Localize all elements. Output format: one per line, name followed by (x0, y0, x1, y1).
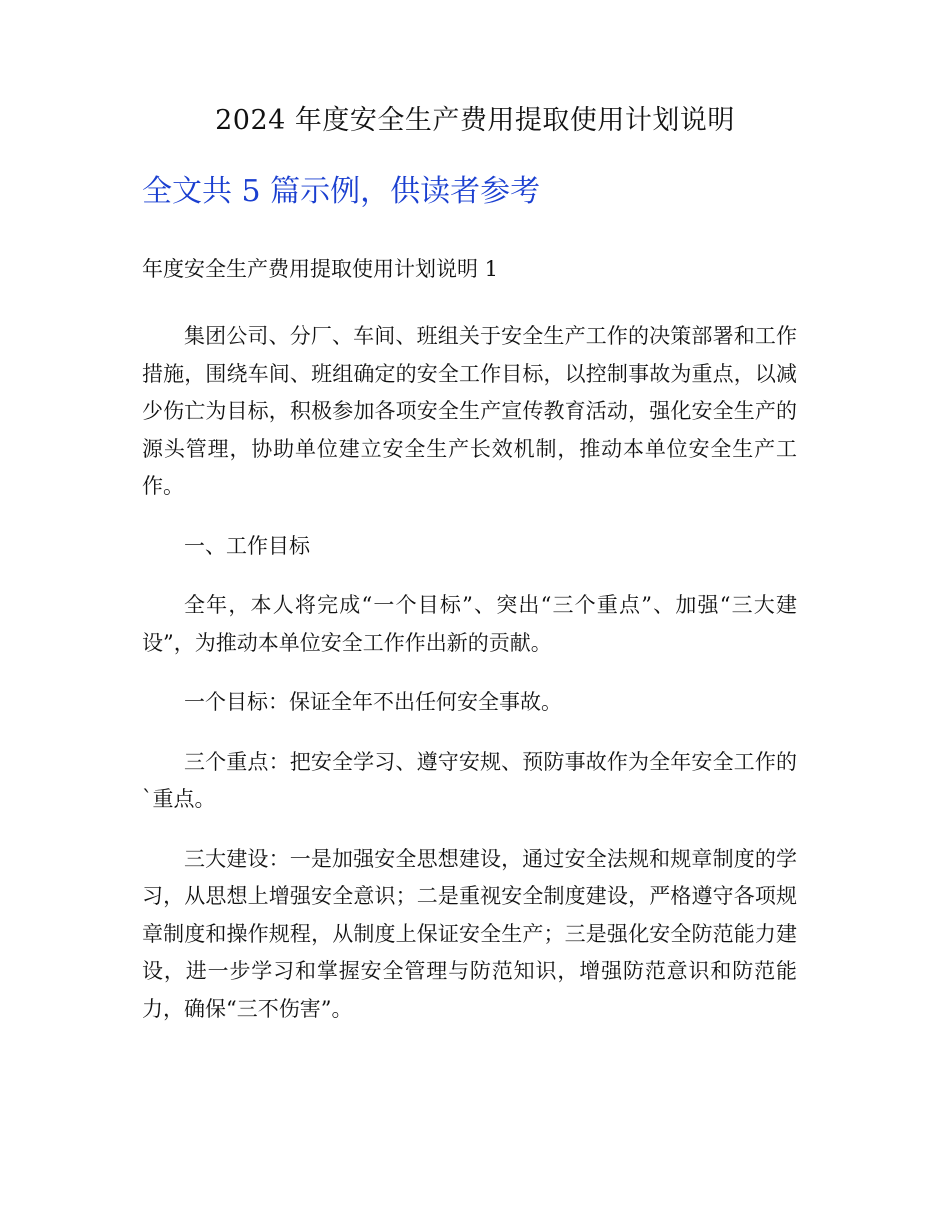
paragraph-three-constructions: 三大建设：一是加强安全思想建设，通过安全法规和规章制度的学习，从思想上增强安全意识；二是重视安全制度建设，严格遵守各项规章制度和操作规程，从制度上保证安全生产；三是强化安全防范能力建设，进一步学习和掌握安全管理与防范知识，增强防范意识和防范能力，确保“三不伤害”。 (142, 846, 797, 1021)
paragraph-one-goal: 一个目标：保证全年不出任何安全事故。 (184, 690, 562, 714)
paragraph-intro: 集团公司、分厂、车间、班组关于安全生产工作的决策部署和工作措施，围绕车间、班组确定的安全工作目标，以控制事故为重点，以减少伤亡为目标，积极参加各项安全生产宣传教育活动，强化安全生产的源头管理，协助单位建立安全生产长效机制，推动本单位安全生产工作。 (142, 324, 797, 498)
intro-note: 全文共 5 篇示例，供读者参考 (142, 174, 541, 209)
document-title: 2024 年度安全生产费用提取使用计划说明 (215, 105, 735, 136)
paragraph-goal-heading: 一、工作目标 (184, 533, 310, 558)
section-heading: 年度安全生产费用提取使用计划说明 1 (142, 257, 499, 281)
paragraph-annual-plan: 全年，本人将完成“一个目标”、突出“三个重点”、加强“三大建设”，为推动本单位安全工作作出新的贡献。 (142, 593, 797, 655)
document-body (142, 318, 797, 1050)
paragraph-three-priorities: 三个重点：把安全学习、遵守安规、预防事故作为全年安全工作的`重点。 (142, 749, 797, 811)
